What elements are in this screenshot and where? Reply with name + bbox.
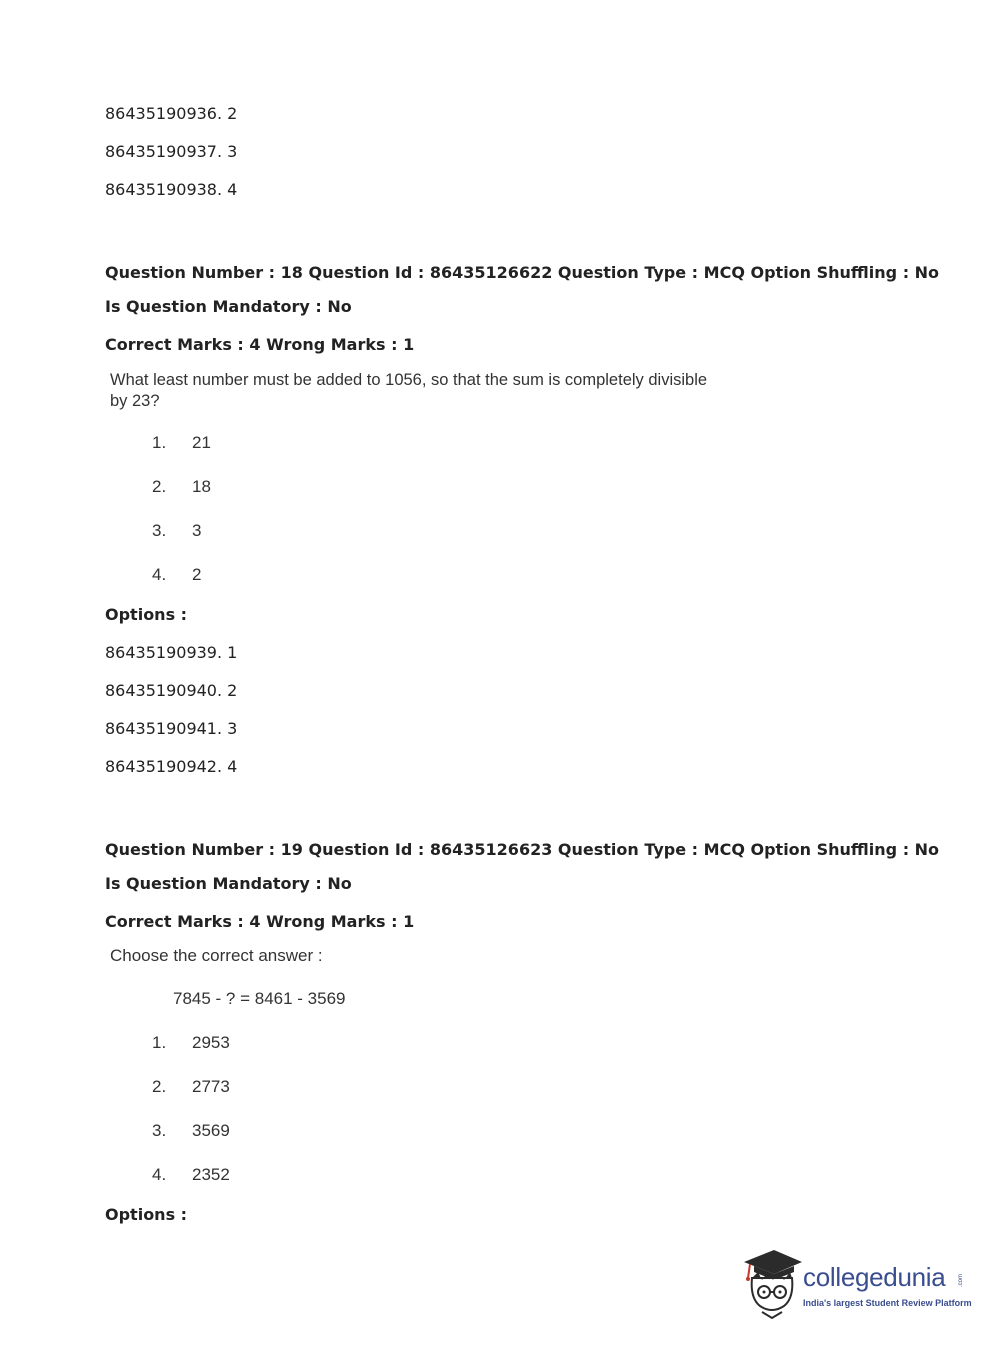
collegedunia-logo bbox=[740, 1248, 970, 1320]
question-text bbox=[110, 370, 707, 412]
choice-value: 2352 bbox=[192, 1165, 230, 1184]
choice-number: 3. bbox=[152, 1121, 167, 1140]
choice-value: 3569 bbox=[192, 1121, 230, 1140]
question-mandatory: Is Question Mandatory : No bbox=[105, 297, 352, 316]
choice-value: 2953 bbox=[192, 1033, 230, 1052]
choice-value: 21 bbox=[192, 433, 211, 452]
choice-value: 3 bbox=[192, 521, 202, 540]
choice-value: 2773 bbox=[192, 1077, 230, 1096]
question-marks: Correct Marks : 4 Wrong Marks : 1 bbox=[105, 335, 415, 354]
option-code-line: 86435190936. 2 bbox=[105, 104, 238, 123]
choice-number: 1. bbox=[152, 433, 167, 452]
logo-tagline: India's largest Student Review Platform bbox=[803, 1298, 972, 1308]
question-header: Question Number : 19 Question Id : 86435126623 Question Type : MCQ Option Shuffling : No bbox=[105, 840, 940, 859]
choice-number: 2. bbox=[152, 477, 167, 496]
question-equation: 7845 - ? = 8461 - 3569 bbox=[173, 989, 346, 1008]
question-text-line: by 23? bbox=[110, 392, 160, 410]
option-code-line: 86435190939. 1 bbox=[105, 643, 238, 662]
question-text: Choose the correct answer : bbox=[110, 946, 323, 965]
choice-number: 2. bbox=[152, 1077, 167, 1096]
question-marks: Correct Marks : 4 Wrong Marks : 1 bbox=[105, 912, 415, 931]
logo-domain-suffix: .com bbox=[958, 1274, 964, 1288]
logo-wordmark: collegedunia bbox=[803, 1262, 946, 1292]
options-label: Options : bbox=[105, 1205, 188, 1224]
question-mandatory: Is Question Mandatory : No bbox=[105, 874, 352, 893]
options-label: Options : bbox=[105, 605, 188, 624]
choice-value: 2 bbox=[192, 565, 202, 584]
choice-number: 1. bbox=[152, 1033, 167, 1052]
choice-number: 3. bbox=[152, 521, 167, 540]
option-code-line: 86435190942. 4 bbox=[105, 757, 238, 776]
choice-value: 18 bbox=[192, 477, 211, 496]
choice-number: 4. bbox=[152, 1165, 167, 1184]
student-mascot-icon bbox=[740, 1248, 804, 1320]
option-code-line: 86435190938. 4 bbox=[105, 180, 238, 199]
question-header: Question Number : 18 Question Id : 86435126622 Question Type : MCQ Option Shuffling : No bbox=[105, 263, 940, 282]
option-code-line: 86435190941. 3 bbox=[105, 719, 238, 738]
question-text-line: What least number must be added to 1056, so that the sum is completely divisible bbox=[110, 371, 708, 389]
option-code-line: 86435190937. 3 bbox=[105, 142, 238, 161]
option-code-line: 86435190940. 2 bbox=[105, 681, 238, 700]
choice-number: 4. bbox=[152, 565, 167, 584]
